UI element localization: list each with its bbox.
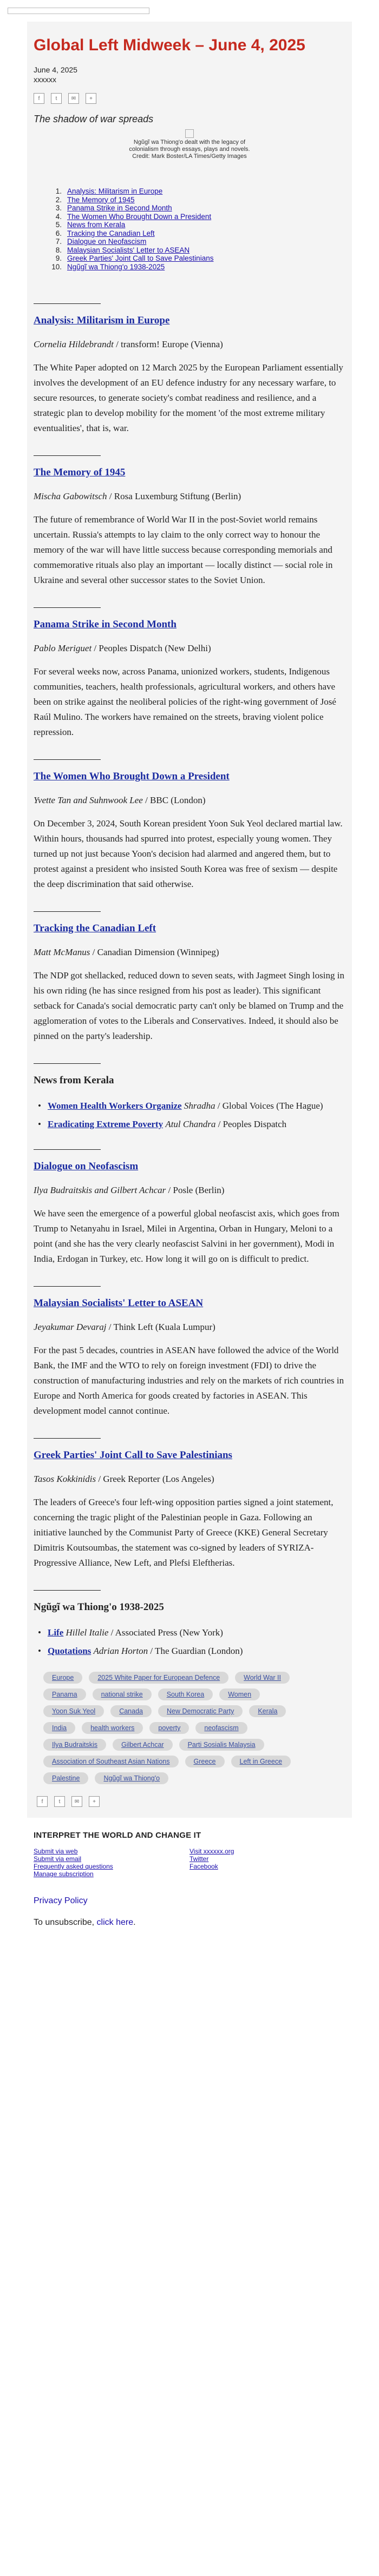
section-ngugi [34,1576,345,1659]
toc-link[interactable]: Tracking the Canadian Left [67,229,155,237]
twitter-icon[interactable]: t [54,1796,65,1807]
section-divider [34,303,101,304]
toc-link[interactable]: Dialogue on Neofascism [67,237,147,246]
article-byline [34,794,345,806]
list-item [38,1098,345,1114]
article-source: / Greek Reporter (Los Angeles) [96,1474,214,1484]
table-of-contents [48,187,345,271]
article-author: Cornelia Hildebrandt [34,339,114,349]
tag-chip[interactable]: New Democratic Party [158,1705,243,1717]
toc-item: 7. Dialogue on Neofascism [55,237,147,246]
unsubscribe-link[interactable]: click here [96,1918,134,1927]
article-asean [34,1272,345,1419]
toc-item: 3. Panama Strike in Second Month [55,204,172,212]
article-militarism [34,289,345,436]
tag-chip[interactable]: Gilbert Achcar [113,1739,173,1751]
article-title-link[interactable]: The Women Who Brought Down a President [34,771,230,782]
intro-figure [127,129,252,160]
article-summary: The White Paper adopted on 12 March 2025 by the European Parliament essentially involves the development of an EU defence industry for any necessary warfare, to secure resources, to generate society's combat readiness and resilience, and a strategic plan to develop mobility for the moment 'of the most extreme military eventualities', that is, war. [34,362,343,433]
article-byline [34,1184,345,1196]
section-divider [34,759,101,760]
article-summary: The leaders of Greece's four left-wing opposition parties signed a joint statement, concerning the tragic plight of the Palestinian people in Gaza. Following an initiative launched by the Communist Party of Greece (KKE) General Secretary Dimitris Koutsoumbas, the statement was co-signed by leaders of SYRIZA-Progressive Alliance, New Left, and Plefsi Eleftherias. [34,1497,334,1568]
unsubscribe-line [34,1918,345,1928]
toc-link[interactable]: Panama Strike in Second Month [67,204,172,212]
facebook-icon[interactable]: f [37,1796,48,1807]
photo-placeholder-icon [185,129,194,138]
email-icon[interactable]: ✉ [68,93,79,104]
toc-item: 2. The Memory of 1945 [55,195,135,204]
article-source: / Canadian Dimension (Winnipeg) [90,947,219,957]
article-summary: We have seen the emergence of a powerful global neofascist axis, which goes from Trump to Netanyahu in Israel, Milei in Argentina, Orban in Hungary, Meloni to a point (and she has the very clearly neofascist Salvini in her government), Modi in India, Erdogan in Turkey, etc. How long it will go on is difficult to predict. [34,1208,339,1264]
toc-item: 4. The Women Who Brought Down a President [55,212,212,221]
tag-chip[interactable]: health workers [82,1722,143,1734]
article-byline [34,339,345,350]
footer-right-column [190,1847,345,1878]
tag-chip[interactable]: South Korea [158,1688,213,1700]
twitter-icon[interactable]: t [51,93,62,104]
section-divider [34,911,101,912]
tag-chip[interactable]: Europe [43,1672,82,1684]
toc-link[interactable]: News from Kerala [67,221,126,229]
article-author: Tasos Kokkinidis [34,1474,96,1484]
article-title-link[interactable]: Panama Strike in Second Month [34,619,177,630]
article-greek-parties [34,1424,345,1571]
tag-chip[interactable]: Association of Southeast Asian Nations [43,1756,179,1767]
item-source: / Global Voices (The Hague) [215,1101,323,1111]
item-author: Atul Chandra [165,1119,216,1129]
article-author: Mischa Gabowitsch [34,491,107,501]
tag-chip[interactable]: Ilya Budraitskis [43,1739,106,1751]
tag-chip[interactable]: Left in Greece [231,1756,291,1767]
section-divider [34,1063,101,1064]
list-item [38,1117,345,1132]
article-author: Pablo Meriguet [34,643,92,653]
article-source: / Think Left (Kuala Lumpur) [106,1322,215,1332]
tag-chip[interactable]: Kerala [249,1705,286,1717]
toc-link[interactable]: Greek Parties' Joint Call to Save Palestinians [67,254,214,262]
list-item [38,1625,345,1640]
section-divider [34,1286,101,1287]
intro-headline: The shadow of war spreads [34,114,154,124]
section-heading: Ngũgĩ wa Thiong'o 1938-2025 [34,1601,164,1613]
article-title-link[interactable]: Tracking the Canadian Left [34,923,156,934]
article-author: Matt McManus [34,947,90,957]
item-link[interactable]: Quotations [48,1646,92,1656]
item-source: / The Guardian (London) [148,1646,243,1656]
article-byline [34,1321,345,1333]
article-source: / BBC (London) [142,795,206,805]
article-byline [34,946,345,958]
article-canadian-left [34,897,345,1044]
section-kerala [34,1049,345,1132]
toc-item: 5. News from Kerala [55,221,126,229]
unsubscribe-text: To unsubscribe, [34,1918,97,1927]
article-title-link[interactable]: Analysis: Militarism in Europe [34,315,170,326]
article-author: Jeyakumar Devaraj [34,1322,107,1332]
item-link[interactable]: Eradicating Extreme Poverty [48,1119,164,1129]
article-panama [34,593,345,740]
email-icon[interactable]: ✉ [71,1796,82,1807]
twitter-link[interactable]: Twitter [190,1855,209,1863]
toc-item: 10. Ngũgĩ wa Thiong'o 1938-2025 [51,262,165,271]
article-title-link[interactable]: Greek Parties' Joint Call to Save Palestinians [34,1449,232,1461]
article-summary: The NDP got shellacked, reduced down to seven seats, with Jagmeet Singh losing in his own riding (he has since resigned from his post as leader). This significant setback for Canada's social democratic party can't only be blamed on Trump and the agglomeration of votes to the Liberals and Conservatives. Indeed, it should also be pinned on the party's leadership. [34,970,344,1041]
share-icon[interactable]: + [86,93,96,104]
toc-link[interactable]: The Memory of 1945 [67,195,135,204]
facebook-link[interactable]: Facebook [190,1863,218,1870]
facebook-icon[interactable]: f [34,93,44,104]
link-list [34,1625,345,1659]
toc-item: 6. Tracking the Canadian Left [55,229,155,237]
article-memory-1945 [34,441,345,588]
toc-item: 9. Greek Parties' Joint Call to Save Palestinians [55,254,214,262]
tag-chip[interactable]: Palestine [43,1772,88,1784]
article-title-link[interactable]: The Memory of 1945 [34,467,126,478]
link-list [34,1098,345,1132]
article-title-link[interactable]: Malaysian Socialists' Letter to ASEAN [34,1297,204,1309]
tag-chip[interactable]: neofascism [195,1722,247,1734]
share-icon[interactable]: + [89,1796,100,1807]
toc-item: 8. Malaysian Socialists' Letter to ASEAN [55,246,190,254]
toc-link[interactable]: The Women Who Brought Down a President [67,212,212,221]
tag-chip[interactable]: Canada [110,1705,152,1717]
share-icons-row [34,93,345,104]
tag-chip[interactable]: Greece [185,1756,225,1767]
newsletter-sheet [27,22,352,1818]
section-divider [34,455,101,456]
issue-date: June 4, 2025 [34,65,77,74]
submit-web-link[interactable]: Submit via web [34,1847,78,1855]
article-summary: On December 3, 2024, South Korean president Yoon Suk Yeol declared martial law. Within hours, thousands had spurred into protest, especially young women. They turned up not just because Yoon's decision had alarmed and angered them, but to protest against a president who insisted South Korea was free of sexism — despite the deep discrimination that said otherwise. [34,818,343,889]
visit-site-link[interactable]: Visit xxxxxx.org [190,1847,234,1855]
submit-email-link[interactable]: Submit via email [34,1855,82,1863]
article-byline [34,1473,345,1485]
newsletter-title: Global Left Midweek – June 4, 2025 [34,36,305,54]
toc-link[interactable]: Analysis: Militarism in Europe [67,187,163,195]
article-south-korea [34,745,345,892]
article-author: Ilya Budraitskis and Gilbert Achcar [34,1185,166,1195]
photo-caption: Ngũgĩ wa Thiong'o dealt with the legacy of colonialism through essays, plays and novels. Credit: Mark Boster/LA Times/Getty Images [129,139,250,160]
section-divider [34,1149,101,1150]
tag-chip[interactable]: Women [219,1688,260,1700]
toc-link[interactable]: Malaysian Socialists' Letter to ASEAN [67,246,190,254]
tag-chip[interactable]: Ngũgĩ wa Thiong'o [95,1772,168,1784]
article-source: / Peoples Dispatch (New Delhi) [92,643,211,653]
article-byline [34,643,345,654]
section-divider [34,1438,101,1439]
article-title-link[interactable]: Dialogue on Neofascism [34,1161,139,1172]
article-summary: For several weeks now, across Panama, unionized workers, students, Indigenous communities, teachers, health professionals, agricultural workers, and others have been on strike against the neoliberal policies of the right-wing government of José Raúl Mulino. The workers have remained on the streets, braving violent police repression. [34,666,336,737]
tag-cloud [34,1662,292,1792]
article-source: / transform! Europe (Vienna) [113,339,223,349]
privacy-policy-link[interactable]: Privacy Policy [34,1896,88,1905]
article-summary: The future of remembrance of World War II in the post-Soviet world remains uncertain. Russia's attempts to lay claim to the only correct way to honour the memory of the war will have little success because corresponding memorials and commemorative rituals also play an important — locally distinct — social role in Ukraine and several other successor states to the Soviet Union. [34,514,333,585]
tag-chip[interactable]: India [43,1722,75,1734]
unsubscribe-period: . [133,1918,136,1927]
tag-chip[interactable]: Parti Sosialis Malaysia [179,1739,264,1751]
article-source: / Rosa Luxemburg Stiftung (Berlin) [107,491,241,501]
footer-links [34,1847,345,1878]
item-link[interactable]: Women Health Workers Organize [48,1101,182,1111]
section-divider [34,607,101,608]
article-byline [34,491,345,502]
issue-code: xxxxxx [34,75,56,84]
tag-chip[interactable]: national strike [93,1688,152,1700]
top-image-placeholder [8,8,149,14]
tag-chip[interactable]: poverty [149,1722,189,1734]
top-bar [0,0,379,22]
section-divider [34,1590,101,1591]
item-author: Adrian Horton [93,1646,148,1656]
article-source: / Posle (Berlin) [166,1185,225,1195]
tag-chip[interactable]: World War II [235,1672,290,1684]
article-author: Yvette Tan and Suhnwook Lee [34,795,143,805]
tag-chip[interactable]: Yoon Suk Yeol [43,1705,104,1717]
article-summary: For the past 5 decades, countries in ASEAN have followed the advice of the World Bank, the IMF and the WTO to rely on foreign investment (FDI) to drive the construction of manufacturing industries and rely on the markets of rich countries in Europe and North America for goods created by factories in ASEAN. This development model cannot continue. [34,1345,344,1416]
section-heading: News from Kerala [34,1075,114,1086]
footer [27,1818,352,1928]
toc-item: 1. Analysis: Militarism in Europe [55,187,163,195]
item-source: / Associated Press (New York) [108,1627,223,1638]
share-icons-row-bottom [37,1796,345,1807]
footer-heading: INTERPRET THE WORLD AND CHANGE IT [34,1831,201,1840]
item-link[interactable]: Life [48,1627,64,1638]
toc-link[interactable]: Ngũgĩ wa Thiong'o 1938-2025 [67,262,165,271]
privacy-policy [34,1896,345,1906]
article-neofascism [34,1135,345,1267]
faq-link[interactable]: Frequently asked questions [34,1863,113,1870]
tag-chip[interactable]: Panama [43,1688,86,1700]
item-author: Hillel Italie [66,1627,109,1638]
tag-chip[interactable]: 2025 White Paper for European Defence [89,1672,228,1684]
item-source: / Peoples Dispatch [215,1119,287,1129]
footer-left-column [34,1847,190,1878]
item-author: Shradha [184,1101,215,1111]
manage-subscription-link[interactable]: Manage subscription [34,1870,94,1878]
list-item [38,1644,345,1659]
